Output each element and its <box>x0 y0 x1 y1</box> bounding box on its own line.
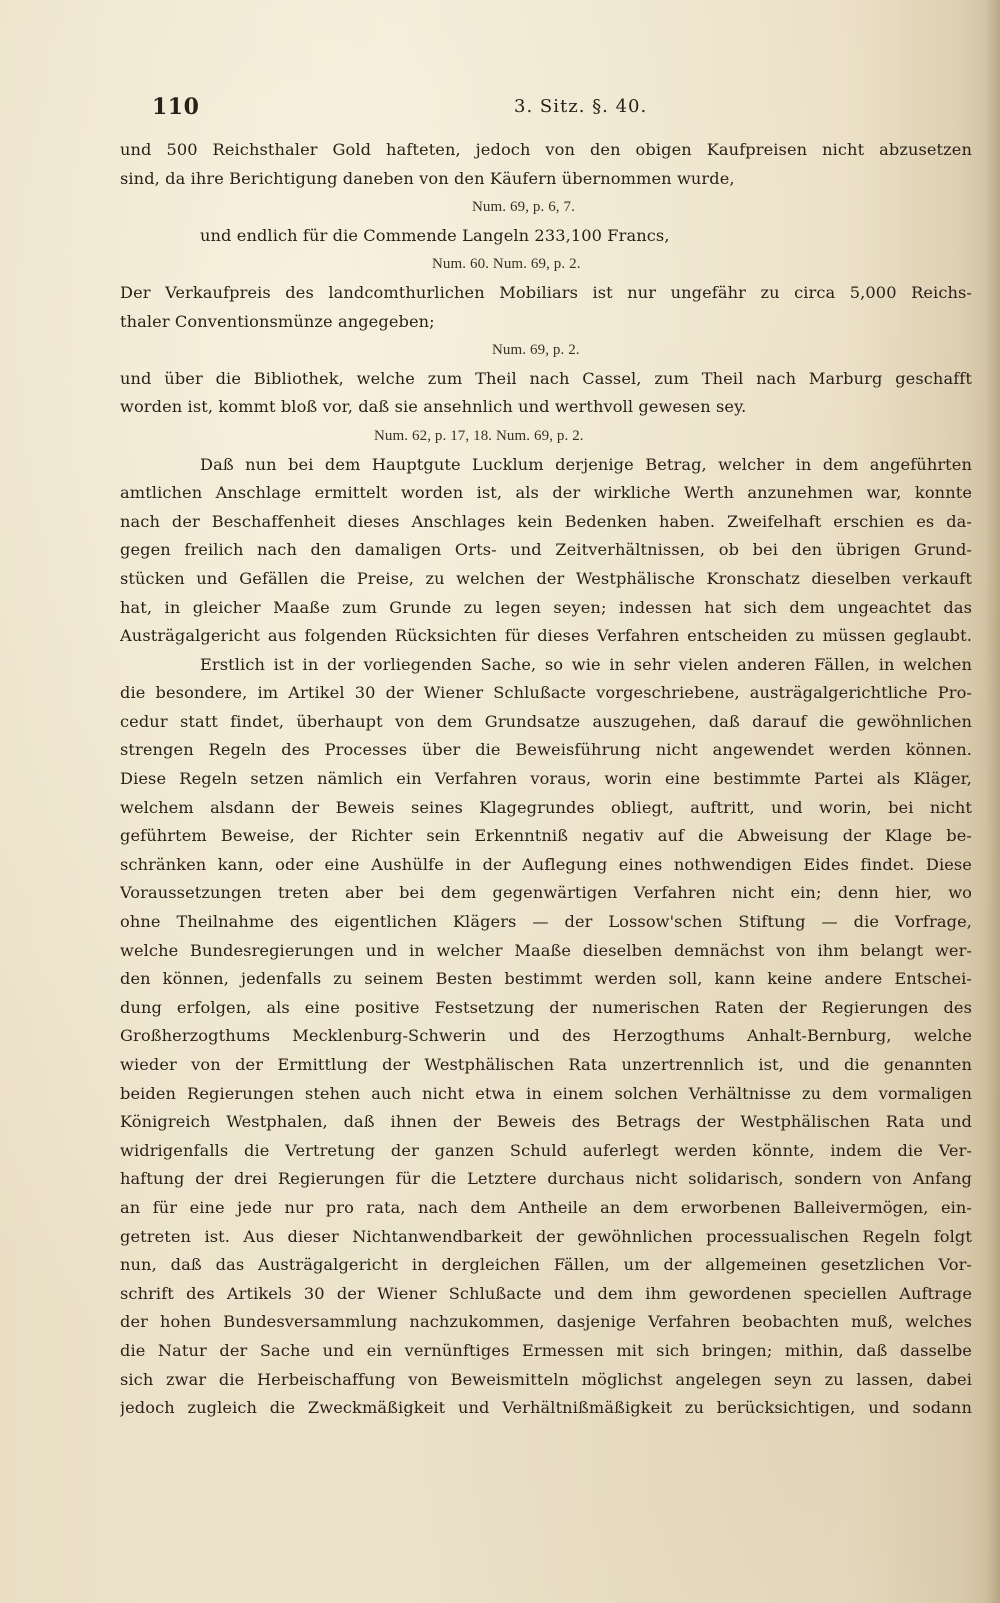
text-line: der hohen Bundesversammlung nachzukommen, dasjenige Verfahren beobachten muß, welches <box>120 1312 972 1332</box>
text-line: den können, jedenfalls zu seinem Besten bestimmt werden soll, kann keine andere Entschei- <box>120 969 972 989</box>
text-line: sind, da ihre Berichtigung daneben von den Käufern übernommen wurde, <box>120 168 735 188</box>
text-line: welche Bundesregierungen und in welcher Maaße dieselben demnächst von ihm belangt wer- <box>120 940 972 960</box>
text-line: nach der Beschaffenheit dieses Anschlages kein Bedenken haben. Zweifelhaft erschien es da- <box>120 511 972 531</box>
page-number: 110 <box>152 94 200 120</box>
text-line: cedur statt findet, überhaupt von dem Grundsatze auszugehen, daß darauf die gewöhnlichen <box>120 711 972 731</box>
text-line: die Natur der Sache und ein vernünftiges Ermessen mit sich bringen; mithin, daß dasselbe <box>120 1340 972 1360</box>
text-line: Großherzogthums Mecklenburg-Schwerin und des Herzogthums Anhalt-Bernburg, welche <box>120 1026 972 1046</box>
text-line: Daß nun bei dem Hauptgute Lucklum derjenige Betrag, welcher in dem angeführten <box>200 454 972 474</box>
page-edge-shadow <box>986 0 1000 1603</box>
reference-line: Num. 69, p. 2. <box>492 342 580 359</box>
text-line: thaler Conventionsmünze angegeben; <box>120 311 435 331</box>
body-text <box>120 136 972 1423</box>
text-line: gegen freilich nach den damaligen Orts- und Zeitverhältnissen, ob bei den übrigen Grund- <box>120 540 972 560</box>
text-line: dung erfolgen, als eine positive Festsetzung der numerischen Raten der Regierungen des <box>120 997 972 1017</box>
text-line: Erstlich ist in der vorliegenden Sache, so wie in sehr vielen anderen Fällen, in welchen <box>200 654 972 674</box>
text-line: und endlich für die Commende Langeln 233,100 Francs, <box>200 225 670 245</box>
page-header <box>152 94 972 128</box>
text-line: worden ist, kommt bloß vor, daß sie ansehnlich und werthvoll gewesen sey. <box>120 397 747 417</box>
text-line: wieder von der Ermittlung der Westphälischen Rata unzertrennlich ist, und die genannten <box>120 1055 972 1074</box>
text-line: nun, daß das Austrägalgericht in dergleichen Fällen, um der allgemeinen gesetzlichen Vor- <box>120 1255 972 1275</box>
text-line: schrift des Artikels 30 der Wiener Schlußacte und dem ihm gewordenen speciellen Auftrage <box>120 1283 972 1303</box>
text-line: Austrägalgericht aus folgenden Rücksichten für dieses Verfahren entscheiden zu müssen geglaubt. <box>120 626 972 646</box>
text-line: widrigenfalls die Vertretung der ganzen Schuld auferlegt werden könnte, indem die Ver- <box>120 1140 972 1160</box>
text-line: stücken und Gefällen die Preise, zu welchen der Westphälische Kronschatz dieselben verkauft <box>120 568 972 588</box>
text-line: schränken kann, oder eine Aushülfe in der Auflegung eines nothwendigen Eides findet. Diese <box>120 854 972 874</box>
text-line: getreten ist. Aus dieser Nichtanwendbarkeit der gewöhnlichen processualischen Regeln folgt <box>120 1226 972 1246</box>
text-line: beiden Regierungen stehen auch nicht etwa in einem solchen Verhältnisse zu dem vormaligen <box>120 1083 972 1103</box>
text-line: hat, in gleicher Maaße zum Grunde zu legen seyen; indessen hat sich dem ungeachtet das <box>120 597 972 617</box>
running-head: 3. Sitz. §. 40. <box>514 96 648 117</box>
text-line: ohne Theilnahme des eigentlichen Klägers — der Lossow'schen Stiftung — die Vorfrage, <box>120 912 972 932</box>
text-line: und 500 Reichsthaler Gold hafteten, jedoch von den obigen Kaufpreisen nicht abzusetzen <box>120 140 972 159</box>
text-line: an für eine jede nur pro rata, nach dem Antheile an dem erworbenen Balleivermögen, ein- <box>120 1197 972 1217</box>
text-line: welchem alsdann der Beweis seines Klagegrundes obliegt, auftritt, und worin, bei nicht <box>120 797 972 817</box>
text-line: haftung der drei Regierungen für die Letztere durchaus nicht solidarisch, sondern von Anfang <box>120 1169 972 1189</box>
text-line: die besondere, im Artikel 30 der Wiener Schlußacte vorgeschriebene, austrägalgerichtliche Pro- <box>120 683 972 703</box>
text-line: Der Verkaufpreis des landcomthurlichen Mobiliars ist nur ungefähr zu circa 5,000 Reichs- <box>120 282 972 302</box>
text-line: geführtem Beweise, der Richter sein Erkenntniß negativ auf die Abweisung der Klage be- <box>120 826 972 846</box>
reference-line: Num. 62, p. 17, 18. Num. 69, p. 2. <box>374 427 584 444</box>
reference-line: Num. 60. Num. 69, p. 2. <box>432 256 581 273</box>
text-line: sich zwar die Herbeischaffung von Beweismitteln möglichst angelegen seyn zu lassen, dabei <box>120 1369 972 1389</box>
text-line: Diese Regeln setzen nämlich ein Verfahren voraus, worin eine bestimmte Partei als Kläger, <box>120 769 972 789</box>
text-line: Voraussetzungen treten aber bei dem gegenwärtigen Verfahren nicht ein; denn hier, wo <box>120 883 972 903</box>
reference-line: Num. 69, p. 6, 7. <box>472 199 575 216</box>
text-line: Königreich Westphalen, daß ihnen der Beweis des Betrags der Westphälischen Rata und <box>120 1112 972 1132</box>
text-line: und über die Bibliothek, welche zum Theil nach Cassel, zum Theil nach Marburg geschafft <box>120 368 972 388</box>
text-line: jedoch zugleich die Zweckmäßigkeit und Verhältnißmäßigkeit zu berücksichtigen, und sodann <box>120 1398 972 1418</box>
text-line: amtlichen Anschlage ermittelt worden ist, als der wirkliche Werth anzunehmen war, konnte <box>120 483 972 503</box>
text-line: strengen Regeln des Processes über die Beweisführung nicht angewendet werden können. <box>120 740 972 760</box>
